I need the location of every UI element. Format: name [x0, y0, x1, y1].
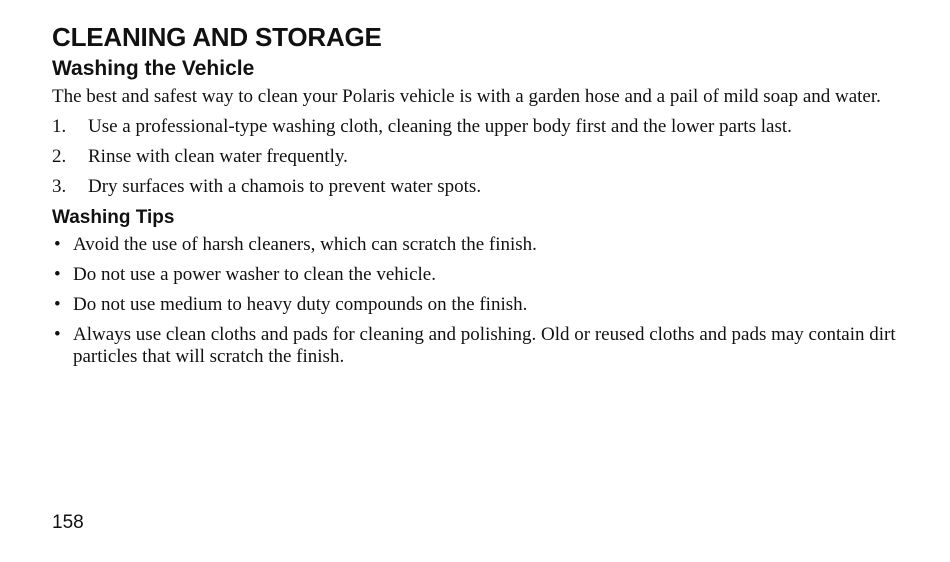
- bullet-icon: •: [54, 324, 61, 345]
- list-item: [52, 234, 902, 256]
- section-heading-washing-vehicle: Washing the Vehicle: [52, 57, 255, 80]
- list-item: [52, 176, 902, 198]
- tip-text: Do not use medium to heavy duty compounds on the finish.: [73, 294, 528, 315]
- list-item: [52, 146, 902, 168]
- list-item: [52, 264, 902, 286]
- step-text: Dry surfaces with a chamois to prevent water spots.: [88, 176, 482, 197]
- washing-tips-list: [52, 234, 902, 368]
- page-number: 158: [52, 512, 84, 533]
- step-number: 1.: [52, 116, 67, 137]
- bullet-icon: •: [54, 294, 61, 315]
- list-item: [52, 324, 902, 368]
- step-number: 2.: [52, 146, 67, 167]
- intro-paragraph: The best and safest way to clean your Polaris vehicle is with a garden hose and a pail of mild soap and water.: [52, 86, 881, 107]
- page-title: CLEANING AND STORAGE: [52, 22, 382, 52]
- washing-steps-list: [52, 116, 902, 198]
- step-number: 3.: [52, 176, 67, 197]
- bullet-icon: •: [54, 264, 61, 285]
- section-heading-washing-tips: Washing Tips: [52, 207, 175, 228]
- bullet-icon: •: [54, 234, 61, 255]
- tip-text: Do not use a power washer to clean the vehicle.: [73, 264, 436, 285]
- list-item: [52, 116, 902, 138]
- step-text: Use a professional-type washing cloth, cleaning the upper body first and the lower parts last.: [88, 116, 792, 137]
- tip-text: Avoid the use of harsh cleaners, which can scratch the finish.: [73, 234, 537, 255]
- tip-text: Always use clean cloths and pads for cleaning and polishing. Old or reused cloths and pads may contain dirt particles that will scratch the finish.: [73, 324, 896, 367]
- manual-page: [52, 20, 902, 376]
- step-text: Rinse with clean water frequently.: [88, 146, 348, 167]
- list-item: [52, 294, 902, 316]
